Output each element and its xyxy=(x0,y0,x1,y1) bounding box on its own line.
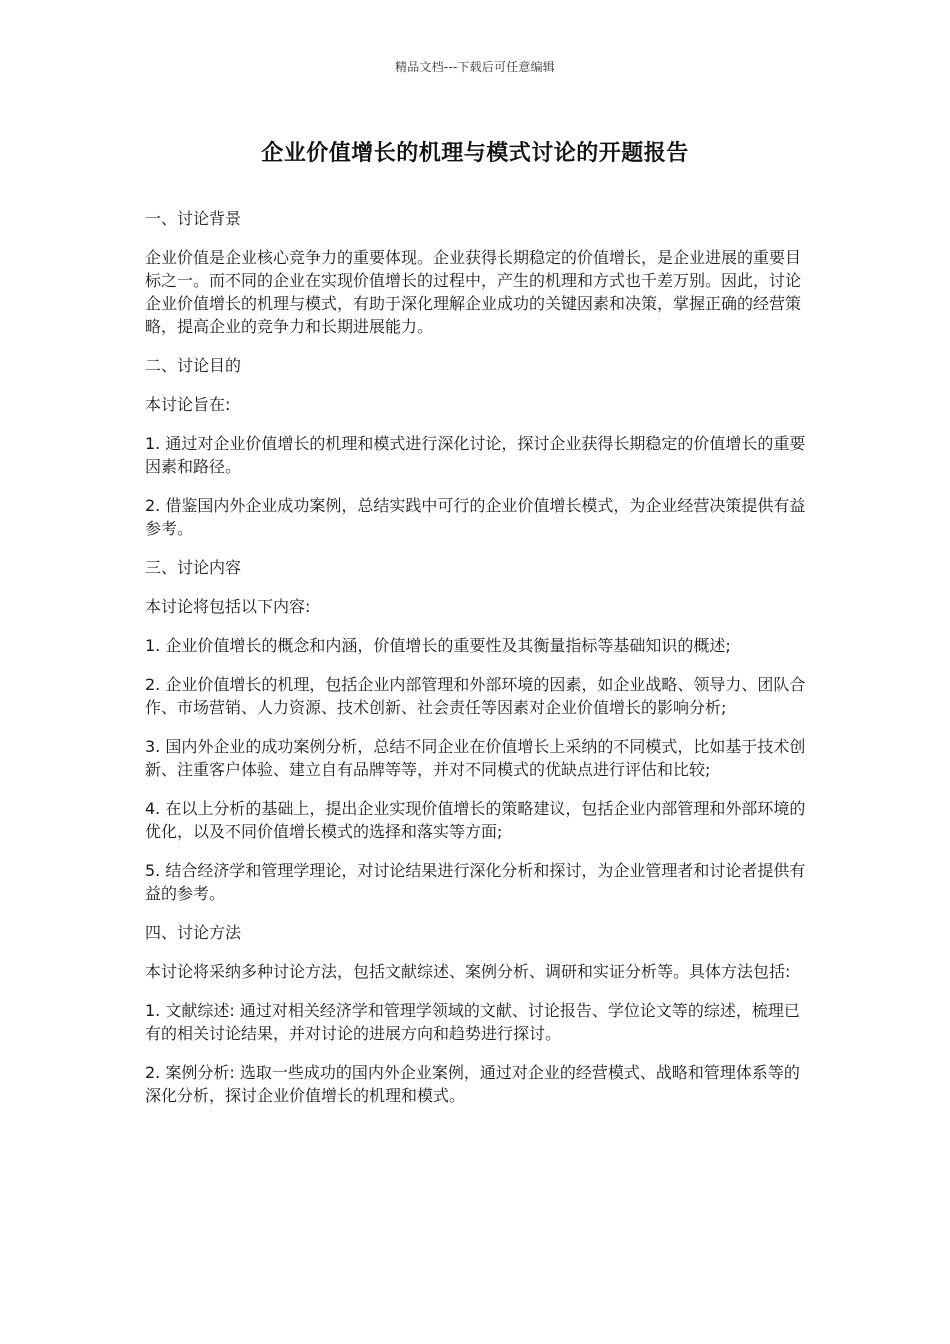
list-item-content-3: 3. 国内外企业的成功案例分析，总结不同企业在价值增长上采纳的不同模式，比如基于技术创新、注重客户体验、建立自有品牌等等，并对不同模式的优缺点进行评估和比较; xyxy=(145,737,806,779)
paragraph-background: 企业价值是企业核心竞争力的重要体现。企业获得长期稳定的价值增长，是企业进展的重要目标之一。而不同的企业在实现价值增长的过程中，产生的机理和方式也千差万别。因此，讨论企业价值增长的机理与模式，有助于深化理解企业成功的关键因素和决策，掌握正确的经营策略，提高企业的竞争力和长期进展能力。 xyxy=(145,248,802,336)
section-heading-method: 四、讨论方法 xyxy=(145,923,242,942)
document-body xyxy=(145,207,810,1123)
section-heading-background: 一、讨论背景 xyxy=(145,209,242,228)
section-heading-content: 三、讨论内容 xyxy=(145,558,242,577)
list-item-content-1: 1. 企业价值增长的概念和内涵，价值增长的重要性及其衡量指标等基础知识的概述; xyxy=(145,636,731,655)
list-item-purpose-1: 1. 通过对企业价值增长的机理和模式进行深化讨论，探讨企业获得长期稳定的价值增长的重要因素和路径。 xyxy=(145,434,806,476)
paragraph-method-intro: 本讨论将采纳多种讨论方法，包括文献综述、案例分析、调研和实证分析等。具体方法包括: xyxy=(145,962,791,981)
list-item-content-2: 2. 企业价值增长的机理，包括企业内部管理和外部环境的因素，如企业战略、领导力、团队合作、市场营销、人力资源、技术创新、社会责任等因素对企业价值增长的影响分析; xyxy=(145,675,806,717)
header-note: 精品文档---下载后可任意编辑 xyxy=(395,60,555,74)
paragraph-purpose-intro: 本讨论旨在: xyxy=(145,395,231,414)
paragraph-content-intro: 本讨论将包括以下内容: xyxy=(145,597,311,616)
list-item-method-2: 2. 案例分析: 选取一些成功的国内外企业案例，通过对企业的经营模式、战略和管理体系等的深化分析，探讨企业价值增长的机理和模式。 xyxy=(145,1063,800,1105)
document-title: 企业价值增长的机理与模式讨论的开题报告 xyxy=(261,141,689,166)
section-heading-purpose: 二、讨论目的 xyxy=(145,356,242,375)
list-item-content-5: 5. 结合经济学和管理学理论，对讨论结果进行深化分析和探讨，为企业管理者和讨论者提供有益的参考。 xyxy=(145,861,806,903)
list-item-purpose-2: 2. 借鉴国内外企业成功案例，总结实践中可行的企业价值增长模式，为企业经营决策提供有益参考。 xyxy=(145,496,806,538)
list-item-method-1: 1. 文献综述: 通过对相关经济学和管理学领域的文献、讨论报告、学位论文等的综述，梳理已有的相关讨论结果，并对讨论的进展方向和趋势进行探讨。 xyxy=(145,1001,800,1043)
list-item-content-4: 4. 在以上分析的基础上，提出企业实现价值增长的策略建议，包括企业内部管理和外部环境的优化，以及不同价值增长模式的选择和落实等方面; xyxy=(145,799,806,841)
